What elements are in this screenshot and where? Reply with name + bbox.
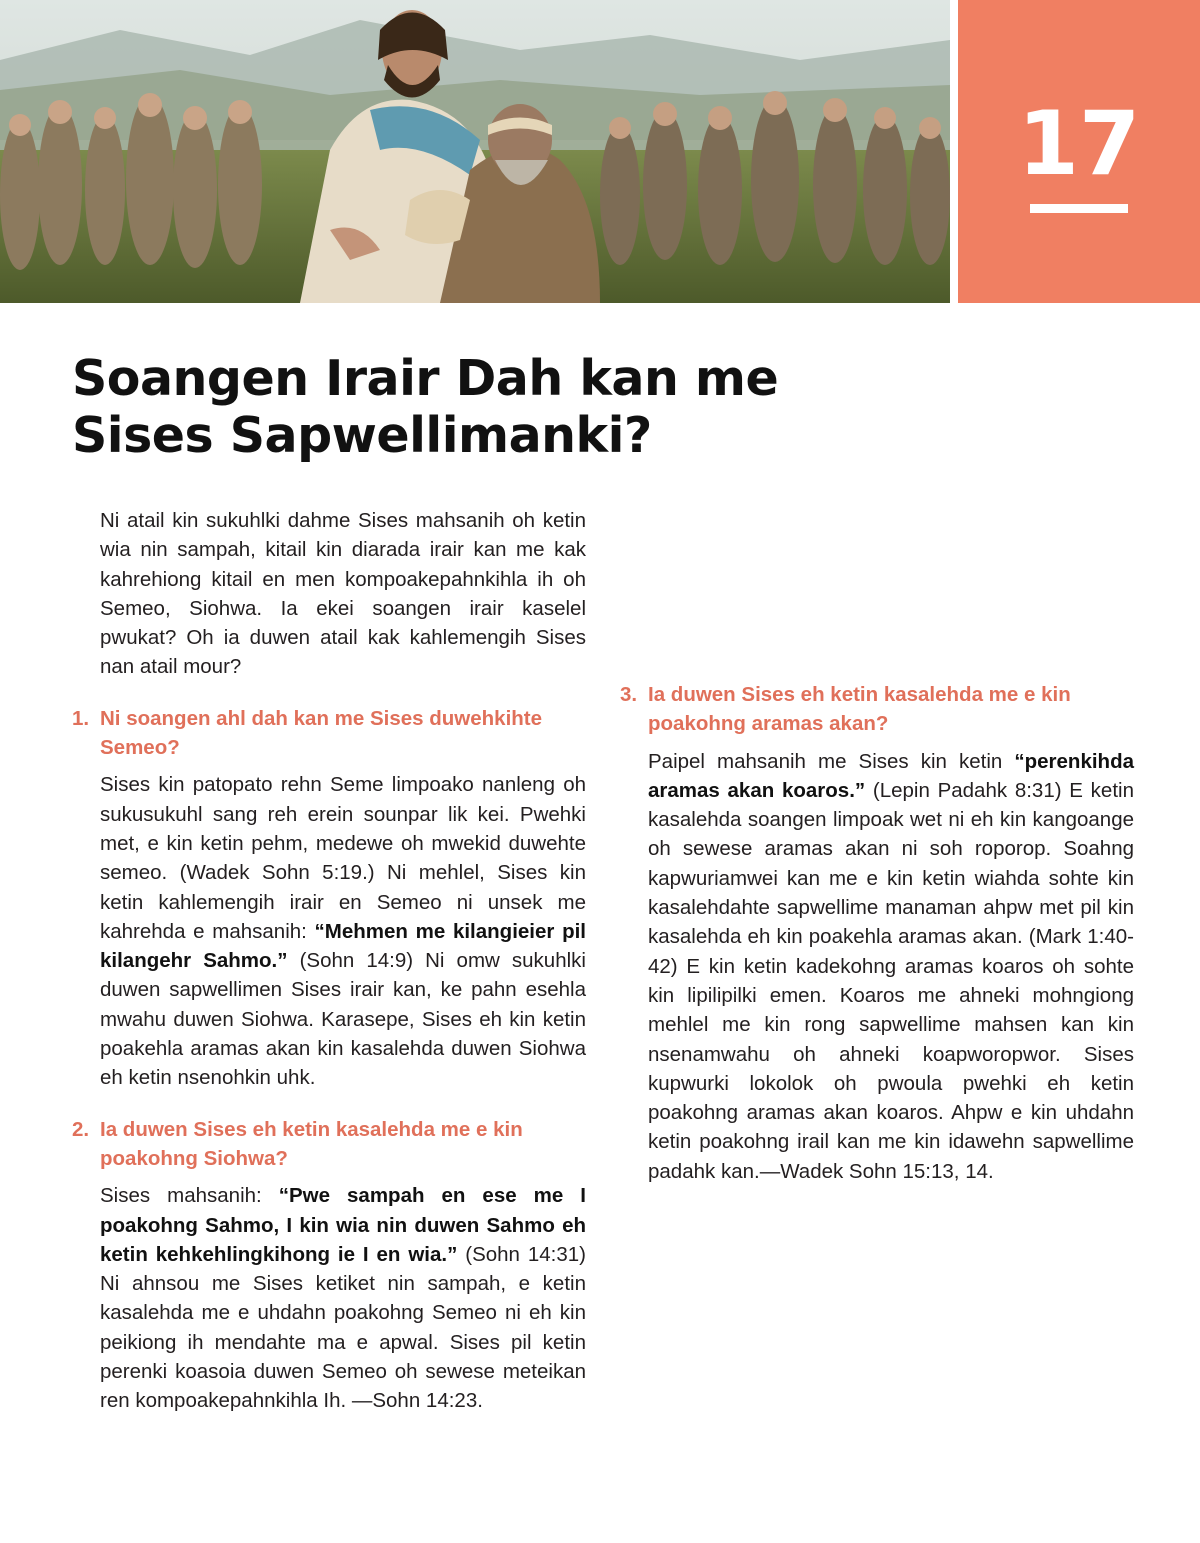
lesson-number-underline — [1030, 204, 1128, 213]
answer-2-quote: “Pwe sampah en ese me I poakohng Sahmo, I kin wia nin duwen Sahmo eh ketin kehkehlingkihong ie I en wia.” — [100, 1184, 586, 1266]
question-3-number: 3. — [620, 683, 638, 706]
lesson-number-box — [958, 0, 1200, 303]
question-1-text: Ni soangen ahl dah kan me Sises duwehkihte Semeo? — [100, 706, 543, 760]
question-3-heading — [620, 680, 1134, 739]
answer-3-quote: “perenkihda aramas akan koaros.” — [648, 749, 1134, 802]
answer-1-quote: “Mehmen me kilangieier pil kilangehr Sahmo.” — [100, 919, 586, 973]
answer-2-text-b: (Sohn 14:31) Ni ahnsou me Sises ketiket nin sampah, e ketin kasalehda me e uhdahn poakohng Semeo ni eh kin peikiong ih mendahte ma e apwal. Sises pil ketin perenki koasoia duwen Semeo oh sewese meteikan ren kompoakepahnkihla Ih. —Sohn 14:23. — [100, 1242, 586, 1413]
intro-paragraph: Ni atail kin sukuhlki dahme Sises mahsanih oh ketin wia nin sampah, kitail kin diarada irair kan me kak kahrehiong kitail en men kompoakepahnkihla ih oh Semeo, Siohwa. Ia ekei soangen irair kaselel pwukat? Oh ia duwen atail kak kahlemengih Sises nan atail mour? — [100, 509, 586, 679]
answer-1-paragraph — [72, 770, 586, 1092]
question-2-heading — [72, 1115, 586, 1174]
answer-1-text-b: (Sohn 14:9) Ni omw sukuhlki duwen sapwellimen Sises irair kan, ke pahn esehla mwahu duwen Siohwa. Karasepe, Sises eh kin ketin poakehla aramas akan kin kasalehda duwen Siohwa eh ketin nsenohkin uhk. — [100, 949, 586, 1090]
question-2-number: 2. — [72, 1117, 90, 1141]
question-1-number: 1. — [72, 706, 90, 730]
answer-2-paragraph — [72, 1181, 586, 1415]
lesson-number: 17 — [1017, 92, 1141, 195]
right-column — [620, 680, 1134, 1186]
answer-3-text-a: Paipel mahsanih me Sises kin ketin — [648, 749, 1015, 773]
page-title-line-1: Soangen Irair Dah kan me — [72, 350, 779, 407]
header-illustration — [0, 0, 950, 303]
page-title — [72, 350, 872, 464]
answer-3-text-b: (Lepin Padahk 8:31) E ketin kasalehda soangen limpoak wet ni eh kin kangoange oh sewese aramas akan ni soh roporop. Soahng kapwuriamwei kan me e kin ketin wiahda sohte kin kasalehdahte sapwellime manaman ahpw met pil kin kasalehda eh kin poakehla aramas akan. (Mark 1:40-42) E kin ketin kadekohng aramas koaros oh sohte kin lipilipilki emen. Koaros me ahneki mohngiong mehlel me kin rong sapwellime mahsen kan kin nsenamwahu oh ahneki koapworopwor. Sises kupwurki lokolok oh pwoula pwehki eh ketin poakohng aramas akan koaros. Ahpw e kin uhdahn ketin poakohng irail kan me kin idawehn sapwellime padahk kan.—Wadek Sohn 15:13, 14. — [648, 778, 1134, 1183]
answer-2-text-a: Sises mahsanih: — [100, 1184, 279, 1208]
answer-1-text-a: Sises kin patopato rehn Seme limpoako nanleng oh sukusukuhl sang reh erein sounpar lik kei. Pwehki met, e kin ketin pehm, medewe oh mwekid duwehte semeo. (Wadek Sohn 5:19.) Ni mehlel, Sises kin ketin kahlemengih irair en Semeo ni unsek me kahrehda e mahsanih: — [100, 773, 586, 943]
question-3-text: Ia duwen Sises eh ketin kasalehda me e kin poakohng aramas akan? — [648, 683, 1071, 736]
answer-3-paragraph — [620, 747, 1134, 1186]
page-title-line-2: Sises Sapwellimanki? — [72, 407, 652, 464]
question-2-text: Ia duwen Sises eh ketin kasalehda me e kin poakohng Siohwa? — [100, 1117, 523, 1170]
question-1-heading — [72, 704, 586, 763]
left-column — [72, 506, 586, 1416]
